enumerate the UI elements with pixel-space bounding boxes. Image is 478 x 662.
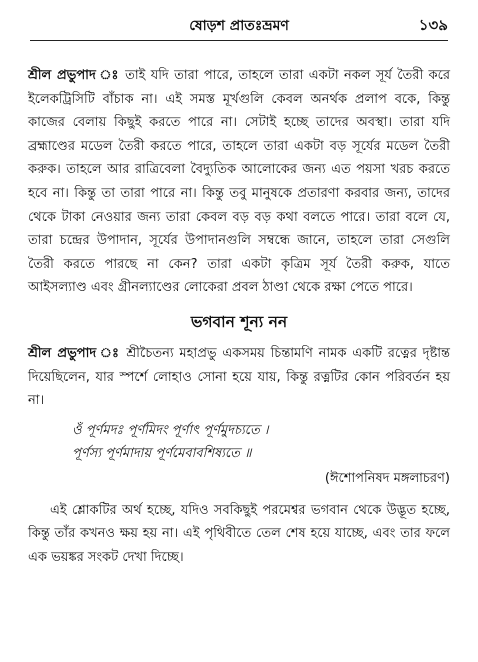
- body-text: [28, 64, 450, 570]
- paragraph-2: [28, 342, 450, 413]
- paragraph-2-text: শ্রীচৈতন্য মহাপ্রভু একসময় চিন্তামণি নামক একটি রত্নের দৃষ্টান্ত দিয়েছিলেন, যার স্পর্শে লোহাও সোনা হয়ে যায়, কিন্তু রত্নটির কোন পরিবর্তন হয় না।: [28, 345, 450, 409]
- verse-line-1: ওঁ পূর্ণমদঃ পূর্ণমিদং পূর্ণাৎ পূর্ণমুদচ্যতে ।: [72, 422, 269, 438]
- paragraph-1-text: তাই যদি তারা পারে, তাহলে তারা একটা নকল সূর্য তৈরী করে ইলেকট্রিসিটি বাঁচাক না। এই সমস্ত মূর্খগুলি কেবল অনর্থক প্রলাপ বকে, কিন্তু কাজের বেলায় কিছুই করতে পারে না। সেটাই হচ্ছে তাদের অবস্থা। তারা যদি ব্রহ্মাণ্ডের মডেল তৈরী করতে পারে, তাহলে তারা একটা বড় সূর্যের মডেল তৈরী করুক। তাহলে আর রাত্রিবেলা বৈদ্যুতিক আলোকের জন্য এত পয়সা খরচ করতে হবে না। কিন্তু তা তারা পারে না। কিন্তু তবু মানুষকে প্রতারণা করবার জন্য, তাদের থেকে টাকা নেওয়ার জন্য তারা কেবল বড় বড় কথা বলতে পারে। তারা বলে যে, তারা চন্দ্রের উপাদান, সূর্যের উপাদানগুলি সম্বন্ধে জানে, তাহলে তারা সেগুলি তৈরী করতে পারছে না কেন? তারা একটা কৃত্রিম সূর্য তৈরী করুক, যাতে আইসল্যাণ্ড এবং গ্রীনল্যাণ্ডের লোকেরা প্রবল ঠাণ্ডা থেকে রক্ষা পেতে পারে।: [28, 68, 450, 296]
- paragraph-1: [28, 64, 450, 300]
- section-heading: ভগবান শূন্য নন: [190, 312, 288, 331]
- header-rule: [30, 40, 448, 41]
- running-header: [30, 14, 448, 40]
- sanskrit-verse: [28, 419, 450, 465]
- paragraph-3-text: এই শ্লোকটির অর্থ হচ্ছে, যদিও সবকিছুই পরমেশ্বর ভগবান থেকে উদ্ভূত হচ্ছে, কিন্তু তাঁর কখনও ক্ষয় হয় না। এই পৃথিবীতে তেল শেষ হয়ে যাচ্ছে, এবং তার ফলে এক ভয়ঙ্কর সংকট দেখা দিচ্ছে।: [28, 502, 450, 565]
- speaker-label: শ্রীল প্রভুপাদ ঃ: [28, 68, 120, 83]
- page-number: ১৩৯: [418, 16, 448, 34]
- paragraph-3: [28, 499, 450, 570]
- speaker-label: শ্রীল প্রভুপাদ ঃ: [28, 345, 121, 361]
- verse-source: (ঈশোপনিষদ মঙ্গলাচরণ): [324, 470, 450, 486]
- verse-line-2: পূর্ণস্য পূর্ণমাদায় পূর্ণমেবাবশিষ্যতে ॥: [72, 445, 252, 461]
- chapter-title: ষোড়শ প্রাতঃভ্রমণ: [189, 18, 289, 34]
